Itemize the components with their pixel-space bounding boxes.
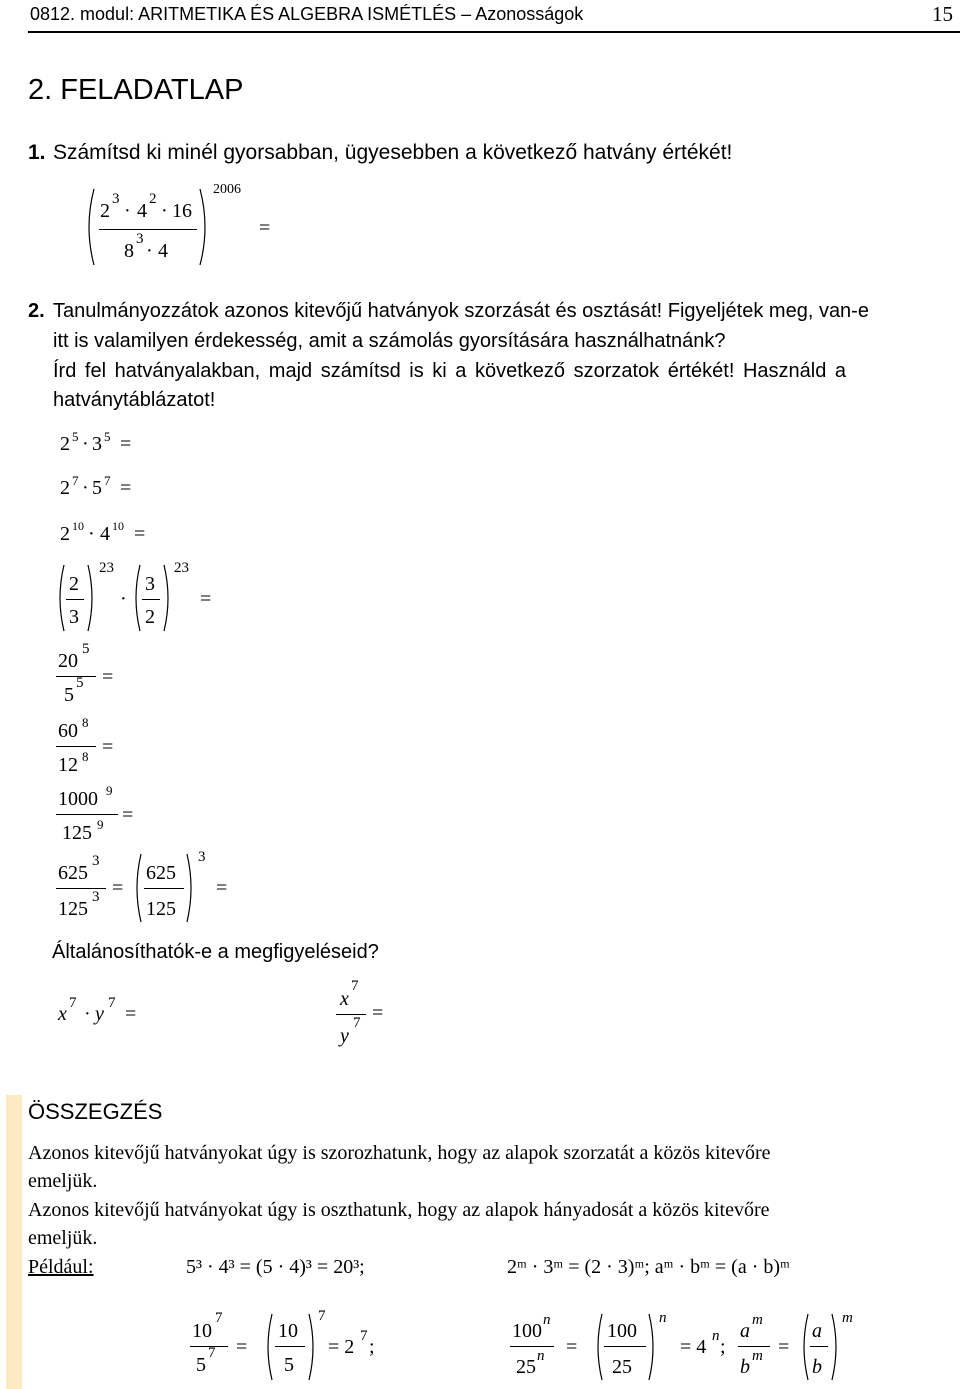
e3-exp-b: 10 bbox=[112, 519, 124, 533]
e5-den: 5 bbox=[64, 684, 74, 706]
e4-den2: 2 bbox=[145, 606, 155, 628]
ex3-result: = 2 bbox=[328, 1336, 355, 1358]
summary-p1-line1: Azonos kitevőjű hatványokat úgy is szorozhatunk, hogy az alapok szorzatát a közös kitevőre bbox=[28, 1142, 771, 1164]
right-paren-icon bbox=[830, 1312, 842, 1382]
t1-den-4: 4 bbox=[158, 240, 168, 262]
e2-exp-a: 7 bbox=[72, 473, 79, 488]
left-paren-icon bbox=[592, 1312, 604, 1382]
task2-line1: Tanulmányozzátok azonos kitevőjű hatványok szorzását és osztását! Figyeljétek meg, van-e bbox=[53, 300, 869, 322]
t1-den-8: 8 bbox=[124, 240, 134, 262]
e4-num1: 2 bbox=[69, 573, 79, 595]
e1-dot: · bbox=[82, 433, 89, 455]
e2-dot: · bbox=[82, 477, 89, 499]
right-paren-icon bbox=[647, 1312, 659, 1382]
e6-fraction-line bbox=[56, 746, 96, 747]
task2-line2: itt is valamilyen érdekesség, amit a számolás gyorsítására használhatnánk? bbox=[53, 330, 726, 352]
t1-equals: = bbox=[259, 217, 271, 239]
ex4-num: 100 bbox=[512, 1320, 542, 1342]
ex3-paren-num: 10 bbox=[278, 1320, 298, 1342]
ex5-paren-fraction-line bbox=[810, 1346, 828, 1347]
e8-equals-2: = bbox=[216, 877, 228, 899]
ex5-paren-num: a bbox=[812, 1320, 822, 1342]
ex5-num-a: a bbox=[740, 1320, 750, 1342]
e4-exp1: 23 bbox=[99, 560, 114, 576]
ex3-paren-exp: 7 bbox=[318, 1308, 326, 1324]
ex5-num-exp: m bbox=[752, 1312, 763, 1328]
e8-den-exp: 3 bbox=[92, 889, 100, 905]
e6-den-exp: 8 bbox=[82, 749, 89, 764]
e7-den: 125 bbox=[62, 822, 92, 844]
ex5-den-b: b bbox=[740, 1356, 750, 1378]
gp-dot: · bbox=[84, 1003, 91, 1025]
right-paren-icon bbox=[86, 563, 98, 633]
e1-base-b: 3 bbox=[92, 433, 102, 455]
t1-outer-exp: 2006 bbox=[213, 182, 241, 197]
ex4-result: = 4 bbox=[680, 1336, 707, 1358]
e6-num-exp: 8 bbox=[82, 715, 89, 730]
ex3-paren-den: 5 bbox=[284, 1354, 294, 1376]
e4-fraction-line-2 bbox=[142, 599, 160, 600]
ex4-paren-num: 100 bbox=[607, 1320, 637, 1342]
e1-exp-b: 5 bbox=[104, 429, 111, 444]
e4-equals: = bbox=[200, 588, 212, 610]
t1-exp-2: 2 bbox=[149, 191, 157, 207]
e5-num: 20 bbox=[58, 650, 78, 672]
e8-num-exp: 3 bbox=[92, 853, 100, 869]
right-paren-icon bbox=[185, 852, 197, 924]
ex3-paren-fraction-line bbox=[275, 1346, 305, 1347]
t1-base-2: 2 bbox=[100, 200, 110, 222]
ex3-result-exp: 7 bbox=[360, 1328, 368, 1344]
e5-equals: = bbox=[102, 666, 114, 688]
ex4-paren-exp: n bbox=[659, 1310, 667, 1326]
gq-den-y: y bbox=[340, 1025, 349, 1047]
e3-equals: = bbox=[134, 523, 146, 545]
gp-exp-y: 7 bbox=[108, 995, 116, 1011]
e8-paren-den: 125 bbox=[146, 898, 176, 920]
ex5-den-exp: m bbox=[752, 1348, 763, 1364]
example-1: 5³ · 4³ = (5 · 4)³ = 20³; bbox=[186, 1256, 365, 1278]
ex5-paren-den: b bbox=[812, 1356, 822, 1378]
ex3-equals: = bbox=[236, 1336, 248, 1358]
ex4-den-exp: n bbox=[537, 1348, 545, 1364]
gp-base-x: x bbox=[58, 1003, 67, 1025]
gq-den-exp: 7 bbox=[353, 1015, 361, 1031]
ex3-den: 5 bbox=[196, 1354, 206, 1376]
e4-den1: 3 bbox=[69, 606, 79, 628]
e1-equals: = bbox=[120, 433, 132, 455]
gq-equals: = bbox=[372, 1002, 384, 1024]
header-rule bbox=[28, 31, 960, 33]
gq-num-exp: 7 bbox=[351, 978, 359, 994]
e4-dot: · bbox=[120, 588, 127, 610]
e6-num: 60 bbox=[58, 720, 78, 742]
ex4-result-exp: n bbox=[712, 1328, 720, 1344]
e8-paren-fraction-line bbox=[144, 888, 184, 889]
e7-num: 1000 bbox=[58, 788, 98, 810]
e3-base-a: 2 bbox=[60, 523, 70, 545]
ex4-paren-fraction-line bbox=[604, 1346, 646, 1347]
right-paren-icon bbox=[162, 563, 174, 633]
t1-sixteen: 16 bbox=[172, 200, 192, 222]
example-label: Például: bbox=[28, 1256, 94, 1278]
t1-den-exp: 3 bbox=[136, 231, 144, 247]
e4-exp2: 23 bbox=[174, 560, 189, 576]
right-paren-icon bbox=[198, 187, 212, 267]
e2-base-b: 5 bbox=[92, 477, 102, 499]
t1-dot2: · bbox=[161, 200, 168, 222]
e8-paren-exp: 3 bbox=[198, 849, 206, 865]
summary-p2-line2: emeljük. bbox=[28, 1227, 98, 1249]
t1-base-4: 4 bbox=[137, 200, 147, 222]
gp-exp-x: 7 bbox=[69, 995, 77, 1011]
left-paren-icon bbox=[798, 1312, 810, 1382]
ex4-semicolon: ; bbox=[720, 1336, 726, 1358]
ex5-paren-exp: m bbox=[842, 1310, 853, 1326]
page-number: 15 bbox=[932, 2, 953, 26]
left-paren-icon bbox=[131, 852, 143, 924]
left-paren-icon bbox=[262, 1312, 274, 1382]
e6-equals: = bbox=[102, 736, 114, 758]
e2-equals: = bbox=[120, 477, 132, 499]
e6-den: 12 bbox=[58, 754, 78, 776]
generalize-question: Általánosíthatók-e a megfigyeléseid? bbox=[52, 941, 379, 963]
ex4-fraction-line bbox=[510, 1346, 554, 1347]
e7-equals: = bbox=[122, 804, 134, 826]
e5-den-exp: 5 bbox=[76, 675, 84, 691]
e4-num2: 3 bbox=[145, 573, 155, 595]
e3-base-b: 4 bbox=[100, 523, 110, 545]
ex4-paren-den: 25 bbox=[612, 1356, 632, 1378]
ex4-num-exp: n bbox=[543, 1312, 551, 1328]
ex4-den: 25 bbox=[516, 1356, 536, 1378]
example-2: 2ᵐ · 3ᵐ = (2 · 3)ᵐ; aᵐ · bᵐ = (a · b)ᵐ bbox=[507, 1256, 790, 1278]
gp-base-y: y bbox=[95, 1003, 104, 1025]
ex3-num-exp: 7 bbox=[215, 1310, 223, 1326]
t1-den-dot: · bbox=[146, 240, 153, 262]
e5-num-exp: 5 bbox=[82, 641, 90, 657]
e2-exp-b: 7 bbox=[104, 473, 111, 488]
ex5-equals: = bbox=[778, 1336, 790, 1358]
summary-heading: ÖSSZEGZÉS bbox=[28, 1099, 163, 1124]
ex4-equals: = bbox=[566, 1336, 578, 1358]
ex5-fraction-line bbox=[738, 1346, 770, 1347]
t1-exp-3: 3 bbox=[112, 191, 120, 207]
page-title: 2. FELADATLAP bbox=[28, 74, 244, 106]
e1-exp-a: 5 bbox=[72, 429, 79, 444]
task2-line4: hatványtáblázatot! bbox=[53, 389, 216, 411]
e8-num: 625 bbox=[58, 862, 88, 884]
summary-p1-line2: emeljük. bbox=[28, 1170, 98, 1192]
e8-equals-1: = bbox=[112, 877, 124, 899]
left-paren-icon bbox=[130, 563, 142, 633]
e7-fraction-line bbox=[56, 814, 118, 815]
left-paren-icon bbox=[54, 563, 66, 633]
ex3-den-exp: 7 bbox=[208, 1345, 216, 1361]
gq-fraction-line bbox=[336, 1014, 366, 1015]
e2-base-a: 2 bbox=[60, 477, 70, 499]
e1-base-a: 2 bbox=[60, 433, 70, 455]
e7-den-exp: 9 bbox=[97, 817, 104, 832]
summary-sidebar-bar bbox=[6, 1095, 22, 1389]
ex3-semicolon: ; bbox=[369, 1336, 375, 1358]
e3-exp-a: 10 bbox=[72, 519, 84, 533]
gp-equals: = bbox=[125, 1003, 137, 1025]
task2-number: 2. bbox=[28, 300, 45, 322]
gq-num-x: x bbox=[340, 988, 349, 1010]
left-paren-icon bbox=[82, 187, 96, 267]
task1-number: 1. bbox=[28, 141, 46, 164]
ex3-num: 10 bbox=[192, 1320, 212, 1342]
task1-text: Számítsd ki minél gyorsabban, ügyesebben a következő hatvány értékét! bbox=[53, 141, 733, 164]
e8-den: 125 bbox=[58, 898, 88, 920]
summary-p2-line1: Azonos kitevőjű hatványokat úgy is oszthatunk, hogy az alapok hányadosát a közös kitevőre bbox=[28, 1199, 770, 1221]
e3-dot: · bbox=[88, 523, 95, 545]
e4-fraction-line-1 bbox=[66, 599, 84, 600]
task2-line3: Írd fel hatványalakban, majd számítsd is ki a következő szorzatok értékét! Használd a bbox=[53, 360, 847, 382]
t1-fraction-line bbox=[99, 229, 197, 230]
module-header: 0812. modul: ARITMETIKA ÉS ALGEBRA ISMÉTLÉS – Azonosságok bbox=[30, 4, 584, 24]
e8-paren-num: 625 bbox=[146, 862, 176, 884]
t1-dot: · bbox=[124, 200, 131, 222]
e7-num-exp: 9 bbox=[106, 783, 113, 798]
